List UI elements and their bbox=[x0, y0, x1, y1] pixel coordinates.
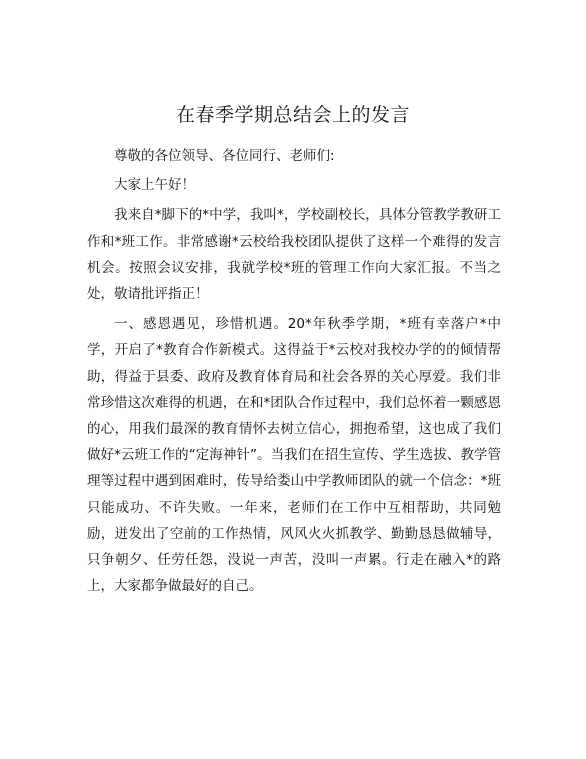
greeting-paragraph: 大家上午好！ bbox=[114, 177, 195, 194]
salutation-paragraph: 尊敬的各位领导、各位同行、老师们: bbox=[114, 148, 335, 164]
document-title: 在春季学期总结会上的发言 bbox=[175, 104, 410, 126]
section-one-paragraph: 一、感恩遇见，珍惜机遇。20*年秋季学期，*班有幸落户*中学，开启了*教育合作新模式。这得益于*云校对我校办学的的倾情帮助，得益于县委、政府及教育体育局和社会各界的关心厚爱。我们非常珍惜这次难得的机遇，在和*团队合作过程中，我们总怀着一颗感恩的心，用我们最深的教育情怀去树立信心，拥抱希望，这也成了我们做好*云班工作的“定海神针”。当我们在招生宣传、学生选拔、教学管理等过程中遇到困难时，传导给娄山中学教师团队的就一个信念：*班只能成功、不许失败。一年来，老师们在工作中互相帮助，共同勉励，迸发出了空前的工作热情，风风火火抓教学、勤勤恳恳做辅导，只争朝夕、任劳任怨，没说一声苦，没叫一声累。行走在融入*的路上，大家都争做最好的自己。 bbox=[87, 316, 501, 595]
introduction-paragraph: 我来自*脚下的*中学，我叫*，学校副校长，具体分管教学教研工作和*班工作。非常感谢*云校给我校团队提供了这样一个难得的发言机会。按照会议安排，我就学校*班的管理工作向大家汇报。不当之处，敬请批评指正！ bbox=[87, 207, 501, 303]
document-body bbox=[87, 143, 501, 599]
